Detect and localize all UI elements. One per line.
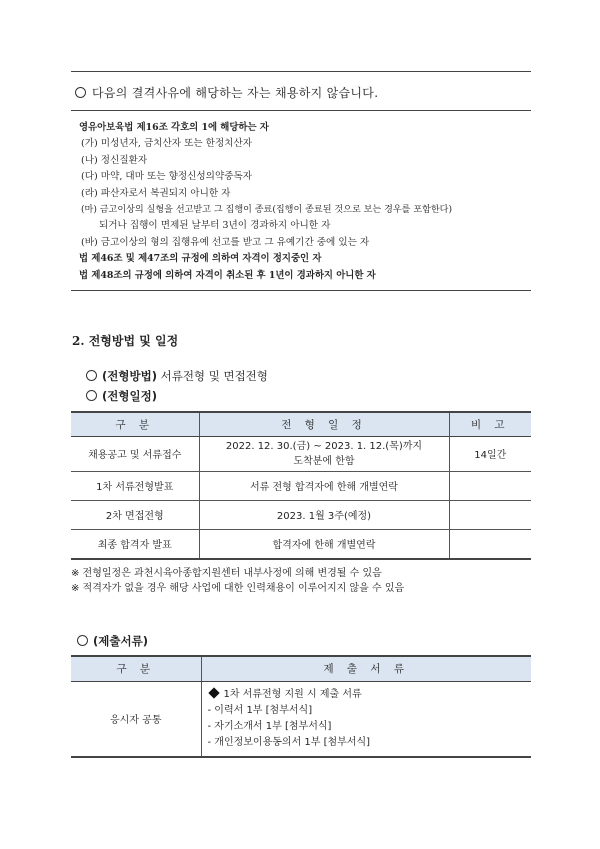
box-bottom-border	[71, 290, 531, 291]
section-title: 2. 전형방법 및 일정	[72, 334, 179, 348]
cell-note	[449, 529, 531, 559]
disq-law46: 법 제46조 및 제47조의 규정에 의하여 자격이 정지중인 자	[79, 253, 322, 265]
notes	[71, 566, 404, 596]
note-line: ※ 전형일정은 과천시육아종합지원센터 내부사정에 의해 변경될 수 있음	[71, 568, 382, 579]
documents-label: (제출서류)	[93, 634, 148, 648]
cell-date	[199, 436, 449, 471]
documents-title-line	[208, 687, 528, 703]
disq-item: (나) 정신질환자	[81, 154, 148, 166]
documents-table	[71, 655, 531, 758]
disq-header: 영유아보육법 제16조 각호의 1에 해당하는 자	[79, 122, 269, 133]
disq-item: (마) 금고이상의 실형을 선고받고 그 집행이 종료(집행이 종료된 것으로 보는 경우를 포함한다)	[81, 204, 453, 215]
cell-stage: 채용공고 및 서류접수	[71, 436, 199, 471]
disq-item: (라) 파산자로서 복권되지 아니한 자	[81, 187, 231, 199]
cell-stage: 2차 면접전형	[71, 500, 199, 529]
table-row	[71, 529, 531, 559]
date-line: 2022. 12. 30.(금) ~ 2023. 1. 12.(목)까지	[225, 440, 423, 452]
method-value: 서류전형 및 면접전형	[160, 369, 268, 383]
cell-stage: 1차 서류전형발표	[71, 471, 199, 500]
documents-title: 1차 서류전형 지원 시 제출 서류	[223, 688, 362, 700]
cell-note	[449, 471, 531, 500]
col-header: 구 분	[71, 656, 201, 681]
col-header: 전 형 일 정	[199, 412, 449, 436]
table-row	[71, 681, 531, 757]
document-item: - 자기소개서 1부 [첨부서식]	[207, 720, 332, 732]
table-header-row	[71, 656, 531, 681]
disq-law48: 법 제48조의 규정에 의하여 자격이 취소된 후 1년이 경과하지 아니한 자	[79, 269, 376, 281]
disq-item: (가) 미성년자, 금치산자 또는 한정치산자	[81, 138, 253, 150]
schedule-label: (전형일정)	[102, 389, 157, 403]
table-header-row	[71, 412, 531, 436]
diamond-bullet-icon	[208, 687, 219, 698]
schedule-table	[71, 411, 531, 560]
method-label: (전형방법)	[102, 369, 157, 383]
circle-bullet-icon	[77, 635, 88, 646]
cell-stage: 최종 합격자 발표	[71, 529, 199, 559]
note-line: ※ 적격자가 없을 경우 해당 사업에 대한 인력채용이 이루어지지 않을 수 있음	[71, 583, 405, 594]
intro-text: 다음의 결격사유에 해당하는 자는 채용하지 않습니다.	[92, 86, 379, 100]
circle-bullet-icon	[86, 390, 97, 401]
cell-date: 서류 전형 합격자에 한해 개별연락	[199, 471, 449, 500]
top-divider	[71, 71, 531, 72]
table-row	[71, 436, 531, 471]
cell-date: 2023. 1월 3주(예정)	[199, 500, 449, 529]
document-item: - 개인정보이용동의서 1부 [첨부서식]	[207, 736, 371, 748]
table-row	[71, 471, 531, 500]
disq-item-continued: 되거나 집행이 면제된 날부터 3년이 경과하지 아니한 자	[99, 220, 331, 232]
col-header: 구 분	[71, 412, 199, 436]
box-top-border	[71, 110, 531, 111]
cell-note	[449, 500, 531, 529]
method-line	[86, 368, 268, 384]
circle-bullet-icon	[75, 87, 86, 98]
disq-item: (다) 마약, 대마 또는 향정신성의약중독자	[81, 171, 253, 183]
date-line: 도착분에 한함	[293, 455, 355, 467]
table-row	[71, 500, 531, 529]
schedule-line	[86, 388, 157, 404]
cell-documents	[201, 681, 531, 757]
circle-bullet-icon	[86, 370, 97, 381]
intro-line	[75, 84, 378, 101]
cell-applicant: 응시자 공통	[71, 681, 201, 757]
col-header: 비 고	[449, 412, 531, 436]
cell-date: 합격자에 한해 개별연락	[199, 529, 449, 559]
cell-note: 14일간	[449, 436, 531, 471]
documents-line	[77, 633, 148, 649]
document-item: - 이력서 1부 [첨부서식]	[207, 704, 313, 716]
disq-item: (바) 금고이상의 형의 집행유예 선고를 받고 그 유예기간 중에 있는 자	[81, 236, 370, 248]
disqualification-box	[79, 120, 529, 284]
col-header: 제 출 서 류	[201, 656, 531, 681]
